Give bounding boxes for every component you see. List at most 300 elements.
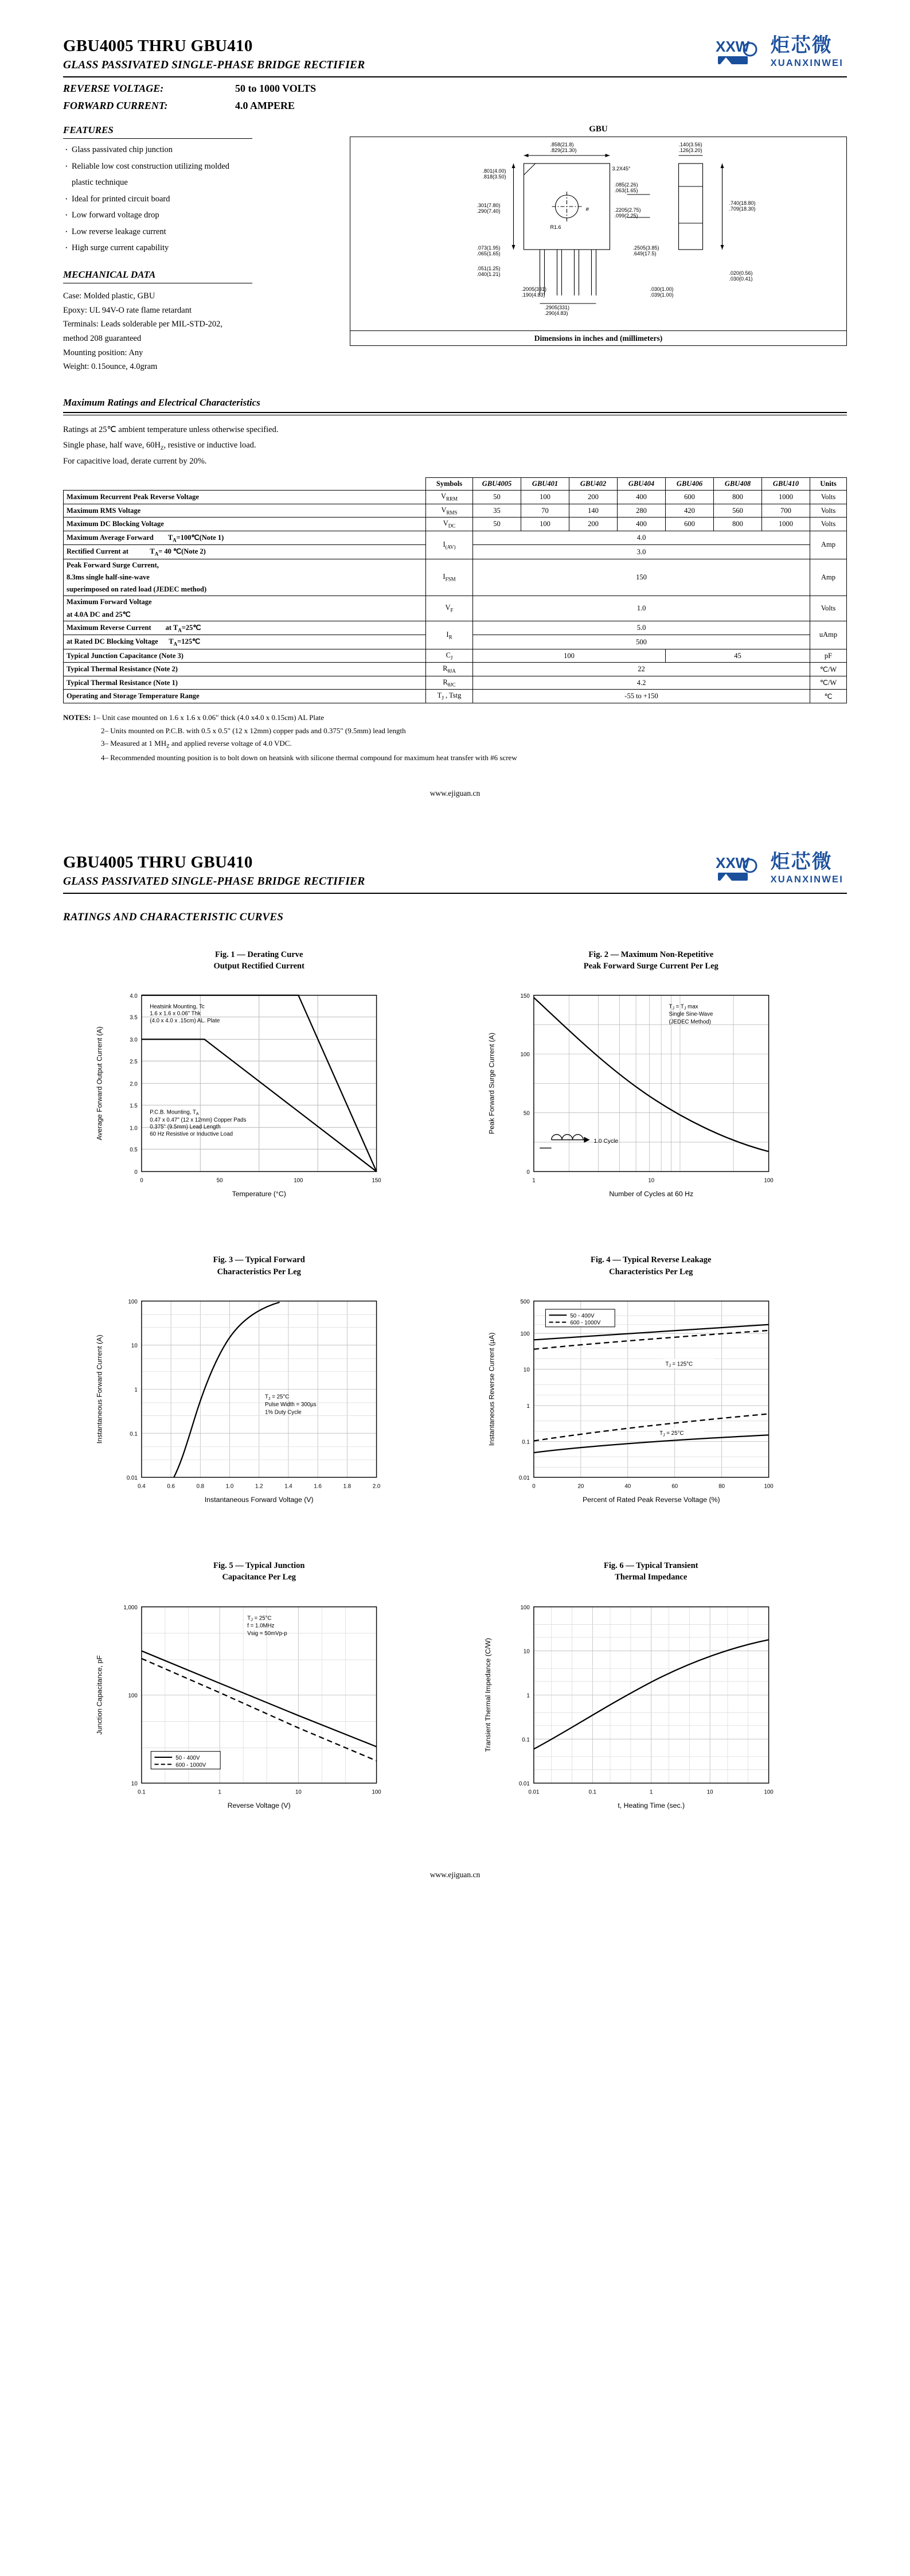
row-label: Maximum Forward Voltage [64, 596, 426, 608]
chart-title-line2: Output Rectified Current [213, 961, 304, 971]
logo-english-text: XUANXINWEI [770, 874, 843, 885]
svg-text:1.4: 1.4 [284, 1483, 292, 1490]
row-label: Peak Forward Surge Current, [64, 559, 426, 571]
cell: 600 [666, 491, 714, 504]
chart-title-line1: Fig. 1 — Derating Curve [215, 950, 303, 959]
chart-fig1 [63, 939, 455, 1244]
list-item: plastic technique [72, 178, 128, 188]
table-row [64, 690, 847, 703]
preamble-line: For capacitive load, derate current by 20%. [63, 456, 207, 466]
svg-text:50: 50 [523, 1110, 530, 1117]
svg-text:1: 1 [649, 1789, 653, 1796]
svg-text:0.1: 0.1 [521, 1439, 530, 1446]
row-label: at 4.0A DC and 25℃ [64, 608, 426, 621]
svg-text:150: 150 [520, 993, 530, 999]
forward-current-row [63, 100, 847, 112]
logo-chinese-text: 炬芯微 [770, 34, 833, 57]
svg-text:0.01: 0.01 [528, 1789, 539, 1796]
company-logo-2 [714, 851, 847, 886]
table-row [64, 517, 847, 531]
svg-text:2.0: 2.0 [372, 1483, 381, 1490]
svg-text:1.6: 1.6 [314, 1483, 322, 1490]
svg-text:.190(4.83): .190(4.83) [521, 292, 545, 298]
svg-text:.126(3.20): .126(3.20) [678, 147, 702, 153]
annotation: 1.0 Cycle [593, 1138, 618, 1145]
note-row [63, 752, 847, 765]
svg-text:.030(0.41): .030(0.41) [729, 276, 753, 282]
x-axis-label: Reverse Voltage (V) [227, 1801, 291, 1810]
chart-title-line2: Characteristics Per Leg [217, 1267, 301, 1277]
chart-title [71, 1560, 447, 1583]
legend-label: 600 - 1000V [569, 1320, 600, 1326]
svg-text:.039(1.00): .039(1.00) [650, 292, 674, 298]
svg-text:0.1: 0.1 [521, 1736, 530, 1743]
row-label: Maximum RMS Voltage [64, 504, 426, 517]
cell: 100 [521, 491, 569, 504]
chart-title [463, 949, 839, 972]
chart-title-line1: Fig. 3 — Typical Forward [213, 1255, 305, 1265]
cell: 5.0 [473, 621, 810, 635]
cell: 280 [618, 504, 666, 517]
row-symbol: $R_{\theta JC}$ [426, 676, 473, 690]
table-row [64, 649, 847, 663]
row-symbol: $I_{FSM}$ [426, 559, 473, 596]
chart-title-line2: Peak Forward Surge Current Per Leg [583, 961, 718, 971]
column-header: GBU408 [714, 478, 762, 491]
svg-text:0.1: 0.1 [130, 1431, 138, 1438]
list-item: · Ideal for printed circuit board [63, 194, 327, 205]
cell: 140 [569, 504, 618, 517]
header-divider [63, 76, 847, 77]
svg-text:0.01: 0.01 [126, 1474, 138, 1481]
x-axis-label: Instantaneous Forward Voltage (V) [204, 1495, 314, 1504]
features-list [63, 145, 327, 254]
annotation: (4.0 x 4.0 x .15cm) AL. Plate [150, 1017, 220, 1024]
table-row [64, 491, 847, 504]
cell: 600 [666, 517, 714, 531]
list-item: · High surge current capability [63, 243, 327, 254]
svg-text:100: 100 [763, 1177, 774, 1184]
svg-text:.2205(2.75): .2205(2.75) [614, 207, 641, 213]
row-label: superimposed on rated load (JEDEC method) [64, 583, 426, 596]
features-underline [63, 138, 252, 139]
cell: 1000 [762, 517, 810, 531]
table-row [64, 596, 847, 608]
chart-title-line1: Fig. 4 — Typical Reverse Leakage [591, 1255, 712, 1265]
svg-text:XXW: XXW [715, 38, 749, 55]
annotation: Heatsink Mounting, Tc [150, 1003, 205, 1010]
svg-text:.858(21.8): .858(21.8) [550, 142, 574, 147]
annotation: $T_J = 125^\circ C$ [665, 1361, 693, 1368]
svg-text:100: 100 [763, 1789, 774, 1796]
chart-title [463, 1254, 839, 1278]
mechanical-line: Terminals: Leads solderable per MIL-STD-202, [63, 320, 223, 329]
chart-fig3 [63, 1244, 455, 1550]
mechanical-line: Epoxy: UL 94V-O rate flame retardant [63, 305, 192, 315]
chart-title-line1: Fig. 2 — Maximum Non-Repetitive [588, 950, 714, 959]
page2-header-divider [63, 893, 847, 894]
page-title: GBU4005 THRU GBU410 [63, 37, 253, 55]
page2-subtitle: GLASS PASSIVATED SINGLE-PHASE BRIDGE RECTIFIER [63, 875, 365, 888]
annotation: P.C.B. Mounting, $T_A$ [150, 1109, 199, 1116]
y-axis-label: Instantaneous Forward Current (A) [95, 1334, 104, 1444]
svg-text:XXW: XXW [715, 854, 749, 871]
svg-text:500: 500 [520, 1298, 530, 1305]
svg-text:80: 80 [718, 1483, 725, 1490]
table-row [64, 621, 847, 635]
cell: 45 [666, 649, 810, 663]
company-logo [714, 34, 847, 70]
cell: -55 to +150 [473, 690, 810, 703]
svg-text:0.01: 0.01 [518, 1474, 530, 1481]
cell: 800 [714, 491, 762, 504]
note-text: 1– Unit case mounted on 1.6 x 1.6 x 0.06" thick (4.0 x4.0 x 0.15cm) AL Plate [92, 713, 325, 722]
svg-text:100: 100 [520, 1604, 530, 1611]
list-item: · Reliable low cost construction utilizing molded [63, 161, 327, 173]
legend-label: 600 - 1000V [175, 1761, 206, 1768]
annotation: (JEDEC Method) [668, 1018, 711, 1025]
svg-text:10: 10 [295, 1789, 302, 1796]
ratings-preamble [63, 422, 847, 470]
svg-text:0: 0 [134, 1169, 138, 1176]
svg-text:.073(1.95): .073(1.95) [477, 245, 501, 251]
chart-title [71, 949, 447, 972]
page2-header [63, 851, 847, 888]
cell: 500 [473, 635, 810, 649]
ratings-table [63, 477, 847, 703]
svg-text:100: 100 [763, 1483, 774, 1490]
column-header: GBU410 [762, 478, 810, 491]
svg-text:.040(1.21): .040(1.21) [477, 271, 501, 277]
annotation: Single Sine-Wave [668, 1011, 713, 1018]
svg-text:1,000: 1,000 [123, 1604, 138, 1611]
annotation: $T_J = 25^\circ C$ [247, 1614, 272, 1622]
row-symbol: $V_{DC}$ [426, 517, 473, 531]
svg-text:50: 50 [216, 1177, 223, 1184]
svg-text:0.1: 0.1 [588, 1789, 596, 1796]
logo-chinese-text: 炬芯微 [770, 850, 833, 873]
row-label: Typical Junction Capacitance (Note 3) [64, 649, 426, 663]
svg-text:150: 150 [372, 1177, 381, 1184]
svg-text:0.01: 0.01 [518, 1780, 530, 1787]
row-units: Volts [810, 596, 847, 621]
cell: 200 [569, 517, 618, 531]
annotation: $T_J = T_J$ max [668, 1003, 698, 1011]
cell: 4.0 [473, 531, 810, 545]
cell: 700 [762, 504, 810, 517]
svg-text:100: 100 [520, 1331, 530, 1338]
annotation: 1% Duty Cycle [264, 1409, 302, 1416]
row-label: at Rated DC Blocking Voltage $T_A=125℃$ [64, 635, 426, 649]
table-row [64, 531, 847, 545]
annotation: 1.6 x 1.6 x 0.06" Thk [150, 1010, 201, 1017]
svg-text:.301(7.80): .301(7.80) [477, 203, 501, 208]
y-axis-label: Transient Thermal Impedance (C/W) [483, 1637, 492, 1752]
cell: 50 [473, 491, 521, 504]
row-units: Volts [810, 491, 847, 504]
page-subtitle: GLASS PASSIVATED SINGLE-PHASE BRIDGE RECTIFIER [63, 59, 365, 71]
svg-text:10: 10 [131, 1780, 138, 1787]
svg-text:100: 100 [520, 1052, 530, 1059]
row-label: Operating and Storage Temperature Range [64, 690, 426, 703]
footer-website-2: www.ejiguan.cn [429, 1870, 481, 1879]
annotation: Pulse Width = 300µs [264, 1401, 317, 1408]
svg-text:1.5: 1.5 [130, 1103, 138, 1110]
row-symbol: $C_J$ [426, 649, 473, 663]
svg-text:1.0: 1.0 [130, 1125, 138, 1132]
svg-text:100: 100 [294, 1177, 303, 1184]
chart-plot-fig6 [463, 1589, 839, 1836]
note-text: 4– Recommended mounting position is to bolt down on heatsink with silicone thermal compound for maximum heat transfer with #6 screw [101, 753, 517, 762]
package-name: GBU [589, 124, 608, 134]
svg-text:10: 10 [523, 1367, 530, 1373]
row-label: Typical Thermal Resistance (Note 2) [64, 663, 426, 676]
svg-text:1: 1 [532, 1177, 536, 1184]
chart-plot-fig1 [71, 978, 447, 1224]
row-symbol: $V_F$ [426, 596, 473, 621]
reverse-voltage-value: 50 to 1000 VOLTS [235, 83, 317, 94]
chart-title [71, 1254, 447, 1278]
svg-text:4.0: 4.0 [130, 993, 138, 999]
mechanical-data-list [63, 289, 327, 374]
svg-text:.709(18.30): .709(18.30) [729, 206, 756, 212]
svg-text:3.0: 3.0 [130, 1037, 138, 1044]
svg-text:60: 60 [671, 1483, 678, 1490]
row-symbol: $V_{RMS}$ [426, 504, 473, 517]
svg-text:.829(21.30): .829(21.30) [550, 147, 577, 153]
xxw-logo-icon [714, 34, 764, 70]
cell: 400 [618, 491, 666, 504]
xxw-logo-icon [714, 851, 764, 886]
annotation: 0.375" (9.5mm) Lead Length [150, 1124, 221, 1131]
svg-text:.818(3.50): .818(3.50) [482, 174, 506, 180]
svg-text:10: 10 [131, 1343, 138, 1349]
forward-current-label: FORWARD CURRENT: [63, 100, 168, 111]
row-units: ℃/W [810, 676, 847, 690]
x-axis-label: Temperature (°C) [232, 1190, 286, 1198]
forward-current-value: 4.0 AMPERE [235, 100, 295, 111]
chart-plot-fig5 [71, 1589, 447, 1836]
row-label: Maximum Reverse Current at $T_A=25℃$ [64, 621, 426, 635]
svg-text:1.0: 1.0 [225, 1483, 234, 1490]
svg-text:1.8: 1.8 [343, 1483, 351, 1490]
row-units: Amp [810, 559, 847, 596]
page2-title: GBU4005 THRU GBU410 [63, 853, 253, 871]
column-header: GBU402 [569, 478, 618, 491]
row-units: Volts [810, 517, 847, 531]
cell: 800 [714, 517, 762, 531]
chart-title-line2: Thermal Impedance [615, 1573, 688, 1582]
svg-text:0: 0 [526, 1169, 530, 1176]
table-row [64, 559, 847, 571]
preamble-line: Single phase, half wave, $60H_Z$, resistive or inductive load. [63, 441, 256, 452]
package-caption: Dimensions in inches and (millimeters) [350, 330, 846, 345]
logo-english-text: XUANXINWEI [770, 58, 843, 68]
svg-text:3.2X45°: 3.2X45° [612, 166, 631, 172]
x-axis-label: t, Heating Time (sec.) [617, 1801, 685, 1810]
svg-text:0: 0 [532, 1483, 536, 1490]
cell: 1.0 [473, 596, 810, 621]
row-symbol: $T_J$ , Tstg [426, 690, 473, 703]
row-units: ℃ [810, 690, 847, 703]
column-header: GBU4005 [473, 478, 521, 491]
note-row [63, 711, 847, 725]
charts-grid [63, 939, 847, 1855]
chart-title-line1: Fig. 6 — Typical Transient [604, 1561, 698, 1571]
chart-title-line1: Fig. 5 — Typical Junction [213, 1561, 305, 1571]
svg-text:100: 100 [128, 1298, 138, 1305]
chart-title [463, 1560, 839, 1583]
table-row [64, 676, 847, 690]
y-axis-label: Average Forward Output Current (A) [95, 1026, 104, 1141]
chart-plot-fig2 [463, 978, 839, 1224]
column-header: Symbols [426, 478, 473, 491]
x-axis-label: Percent of Rated Peak Reverse Voltage (%) [582, 1495, 720, 1504]
table-row [64, 663, 847, 676]
svg-text:1.2: 1.2 [255, 1483, 263, 1490]
annotation: 60 Hz Resistive or Inductive Load [150, 1131, 233, 1138]
row-units: Amp [810, 531, 847, 559]
cell: 100 [521, 517, 569, 531]
chart-title-line2: Characteristics Per Leg [609, 1267, 693, 1277]
cell: 4.2 [473, 676, 810, 690]
cell: 35 [473, 504, 521, 517]
chart-fig5 [63, 1550, 455, 1855]
svg-text:.801(4.00): .801(4.00) [482, 168, 506, 174]
column-header: GBU404 [618, 478, 666, 491]
svg-text:1: 1 [218, 1789, 221, 1796]
row-label: Maximum DC Blocking Voltage [64, 517, 426, 531]
notes-block [63, 711, 847, 765]
note-row [63, 725, 847, 738]
row-label: Rectified Current at $T_A= 40$ ℃(Note 2) [64, 545, 426, 559]
svg-text:ø: ø [585, 206, 589, 212]
reverse-voltage-label: REVERSE VOLTAGE: [63, 83, 164, 94]
notes-label: NOTES: [63, 713, 91, 722]
row-label: Maximum Recurrent Peak Reverse Voltage [64, 491, 426, 504]
cell: 200 [569, 491, 618, 504]
cell: 100 [473, 649, 666, 663]
svg-text:1: 1 [526, 1692, 530, 1699]
svg-text:2.5: 2.5 [130, 1059, 138, 1065]
svg-text:100: 100 [128, 1692, 138, 1699]
svg-text:.020(0.56): .020(0.56) [729, 270, 753, 276]
svg-text:.649(17.5): .649(17.5) [632, 251, 657, 256]
datasheet-page-2 [0, 831, 910, 1902]
list-item: · Low reverse leakage current [63, 227, 327, 238]
chart-title-line2: Capacitance Per Leg [222, 1573, 296, 1582]
cell: 150 [473, 559, 810, 596]
chart-plot-fig4 [463, 1283, 839, 1530]
svg-text:100: 100 [372, 1789, 381, 1796]
svg-text:.740(18.80): .740(18.80) [729, 200, 756, 206]
svg-text:.2005(331): .2005(331) [521, 286, 547, 292]
datasheet-page-1 [0, 0, 910, 798]
row-label: Typical Thermal Resistance (Note 1) [64, 676, 426, 690]
preamble-line: Ratings at 25℃ ambient temperature unless otherwise specified. [63, 425, 279, 434]
features-heading: FEATURES [63, 124, 114, 135]
mechanical-line: Case: Molded plastic, GBU [63, 291, 155, 301]
svg-text:10: 10 [706, 1789, 713, 1796]
mechanical-heading: MECHANICAL DATA [63, 269, 156, 280]
y-axis-label: Peak Forward Surge Current (A) [487, 1033, 495, 1134]
svg-text:3.5: 3.5 [130, 1014, 138, 1021]
chart-plot-fig3 [71, 1283, 447, 1530]
package-outline-svg [350, 137, 846, 320]
svg-text:.099(2.25): .099(2.25) [614, 213, 638, 219]
footer-website: www.ejiguan.cn [429, 788, 481, 797]
svg-text:0.8: 0.8 [196, 1483, 205, 1490]
note-row: 3– Measured at 1 $MH_Z$ and applied reverse voltage of 4.0 VDC. [101, 739, 292, 750]
annotation: 0.47 x 0.47" (12 x 12mm) Copper Pads [150, 1117, 247, 1124]
svg-text:.290(7.40): .290(7.40) [477, 208, 501, 214]
svg-text:0.6: 0.6 [167, 1483, 175, 1490]
svg-text:20: 20 [577, 1483, 584, 1490]
mechanical-line: Mounting position: Any [63, 348, 143, 357]
table-header-row [64, 478, 847, 491]
svg-text:.030(1.00): .030(1.00) [650, 286, 674, 292]
y-axis-label: Instantaneous Reverse Current (µA) [487, 1332, 495, 1446]
note-text: 2– Units mounted on P.C.B. with 0.5 x 0.5" (12 x 12mm) copper pads and 0.375" (9.5mm) lead length [101, 726, 406, 735]
svg-text:0: 0 [140, 1177, 143, 1184]
svg-text:.140(3.56): .140(3.56) [678, 142, 702, 147]
row-symbol: $R_{\theta JA}$ [426, 663, 473, 676]
ratings-divider-thick [63, 412, 847, 413]
svg-text:1: 1 [134, 1387, 138, 1394]
svg-text:10: 10 [647, 1177, 654, 1184]
cell: 3.0 [473, 545, 810, 559]
row-label: 8.3ms single half-sine-wave [64, 571, 426, 583]
svg-text:.063(1.65): .063(1.65) [614, 188, 638, 193]
svg-text:.2905(331): .2905(331) [544, 305, 570, 310]
annotation: f = 1.0MHz [247, 1622, 275, 1629]
row-units: ℃/W [810, 663, 847, 676]
svg-text:10: 10 [523, 1648, 530, 1655]
mechanical-line: Weight: 0.15ounce, 4.0gram [63, 362, 158, 372]
chart-fig2 [455, 939, 847, 1244]
cell: 560 [714, 504, 762, 517]
svg-text:.2505(3.85): .2505(3.85) [632, 245, 659, 251]
page-gap [0, 798, 910, 831]
list-item: · Glass passivated chip junction [63, 145, 327, 156]
reverse-voltage-row [63, 83, 847, 95]
row-units: uAmp [810, 621, 847, 649]
annotation: $T_J = 25^\circ C$ [264, 1394, 290, 1401]
x-axis-label: Number of Cycles at 60 Hz [608, 1190, 693, 1198]
row-symbol: $I_{(AV)}$ [426, 531, 473, 559]
svg-text:40: 40 [624, 1483, 631, 1490]
svg-text:.085(2.26): .085(2.26) [614, 182, 638, 188]
chart-fig6 [455, 1550, 847, 1855]
column-header: GBU401 [521, 478, 569, 491]
column-header: Units [810, 478, 847, 491]
svg-text:0.4: 0.4 [138, 1483, 146, 1490]
row-label: Maximum Average Forward $T_A=100℃(Note$ 1) [64, 531, 426, 545]
list-item: · Low forward voltage drop [63, 210, 327, 221]
column-header: GBU406 [666, 478, 714, 491]
row-symbol: $I_R$ [426, 621, 473, 649]
svg-text:.065(1.65): .065(1.65) [477, 251, 501, 256]
legend-label: 50 - 400V [569, 1313, 595, 1320]
row-units: pF [810, 649, 847, 663]
svg-text:0.1: 0.1 [138, 1789, 146, 1796]
page-header [63, 34, 847, 72]
package-drawing [350, 137, 847, 346]
svg-text:2.0: 2.0 [130, 1081, 138, 1088]
cell: 420 [666, 504, 714, 517]
cell: 22 [473, 663, 810, 676]
legend-label: 50 - 400V [175, 1754, 200, 1761]
